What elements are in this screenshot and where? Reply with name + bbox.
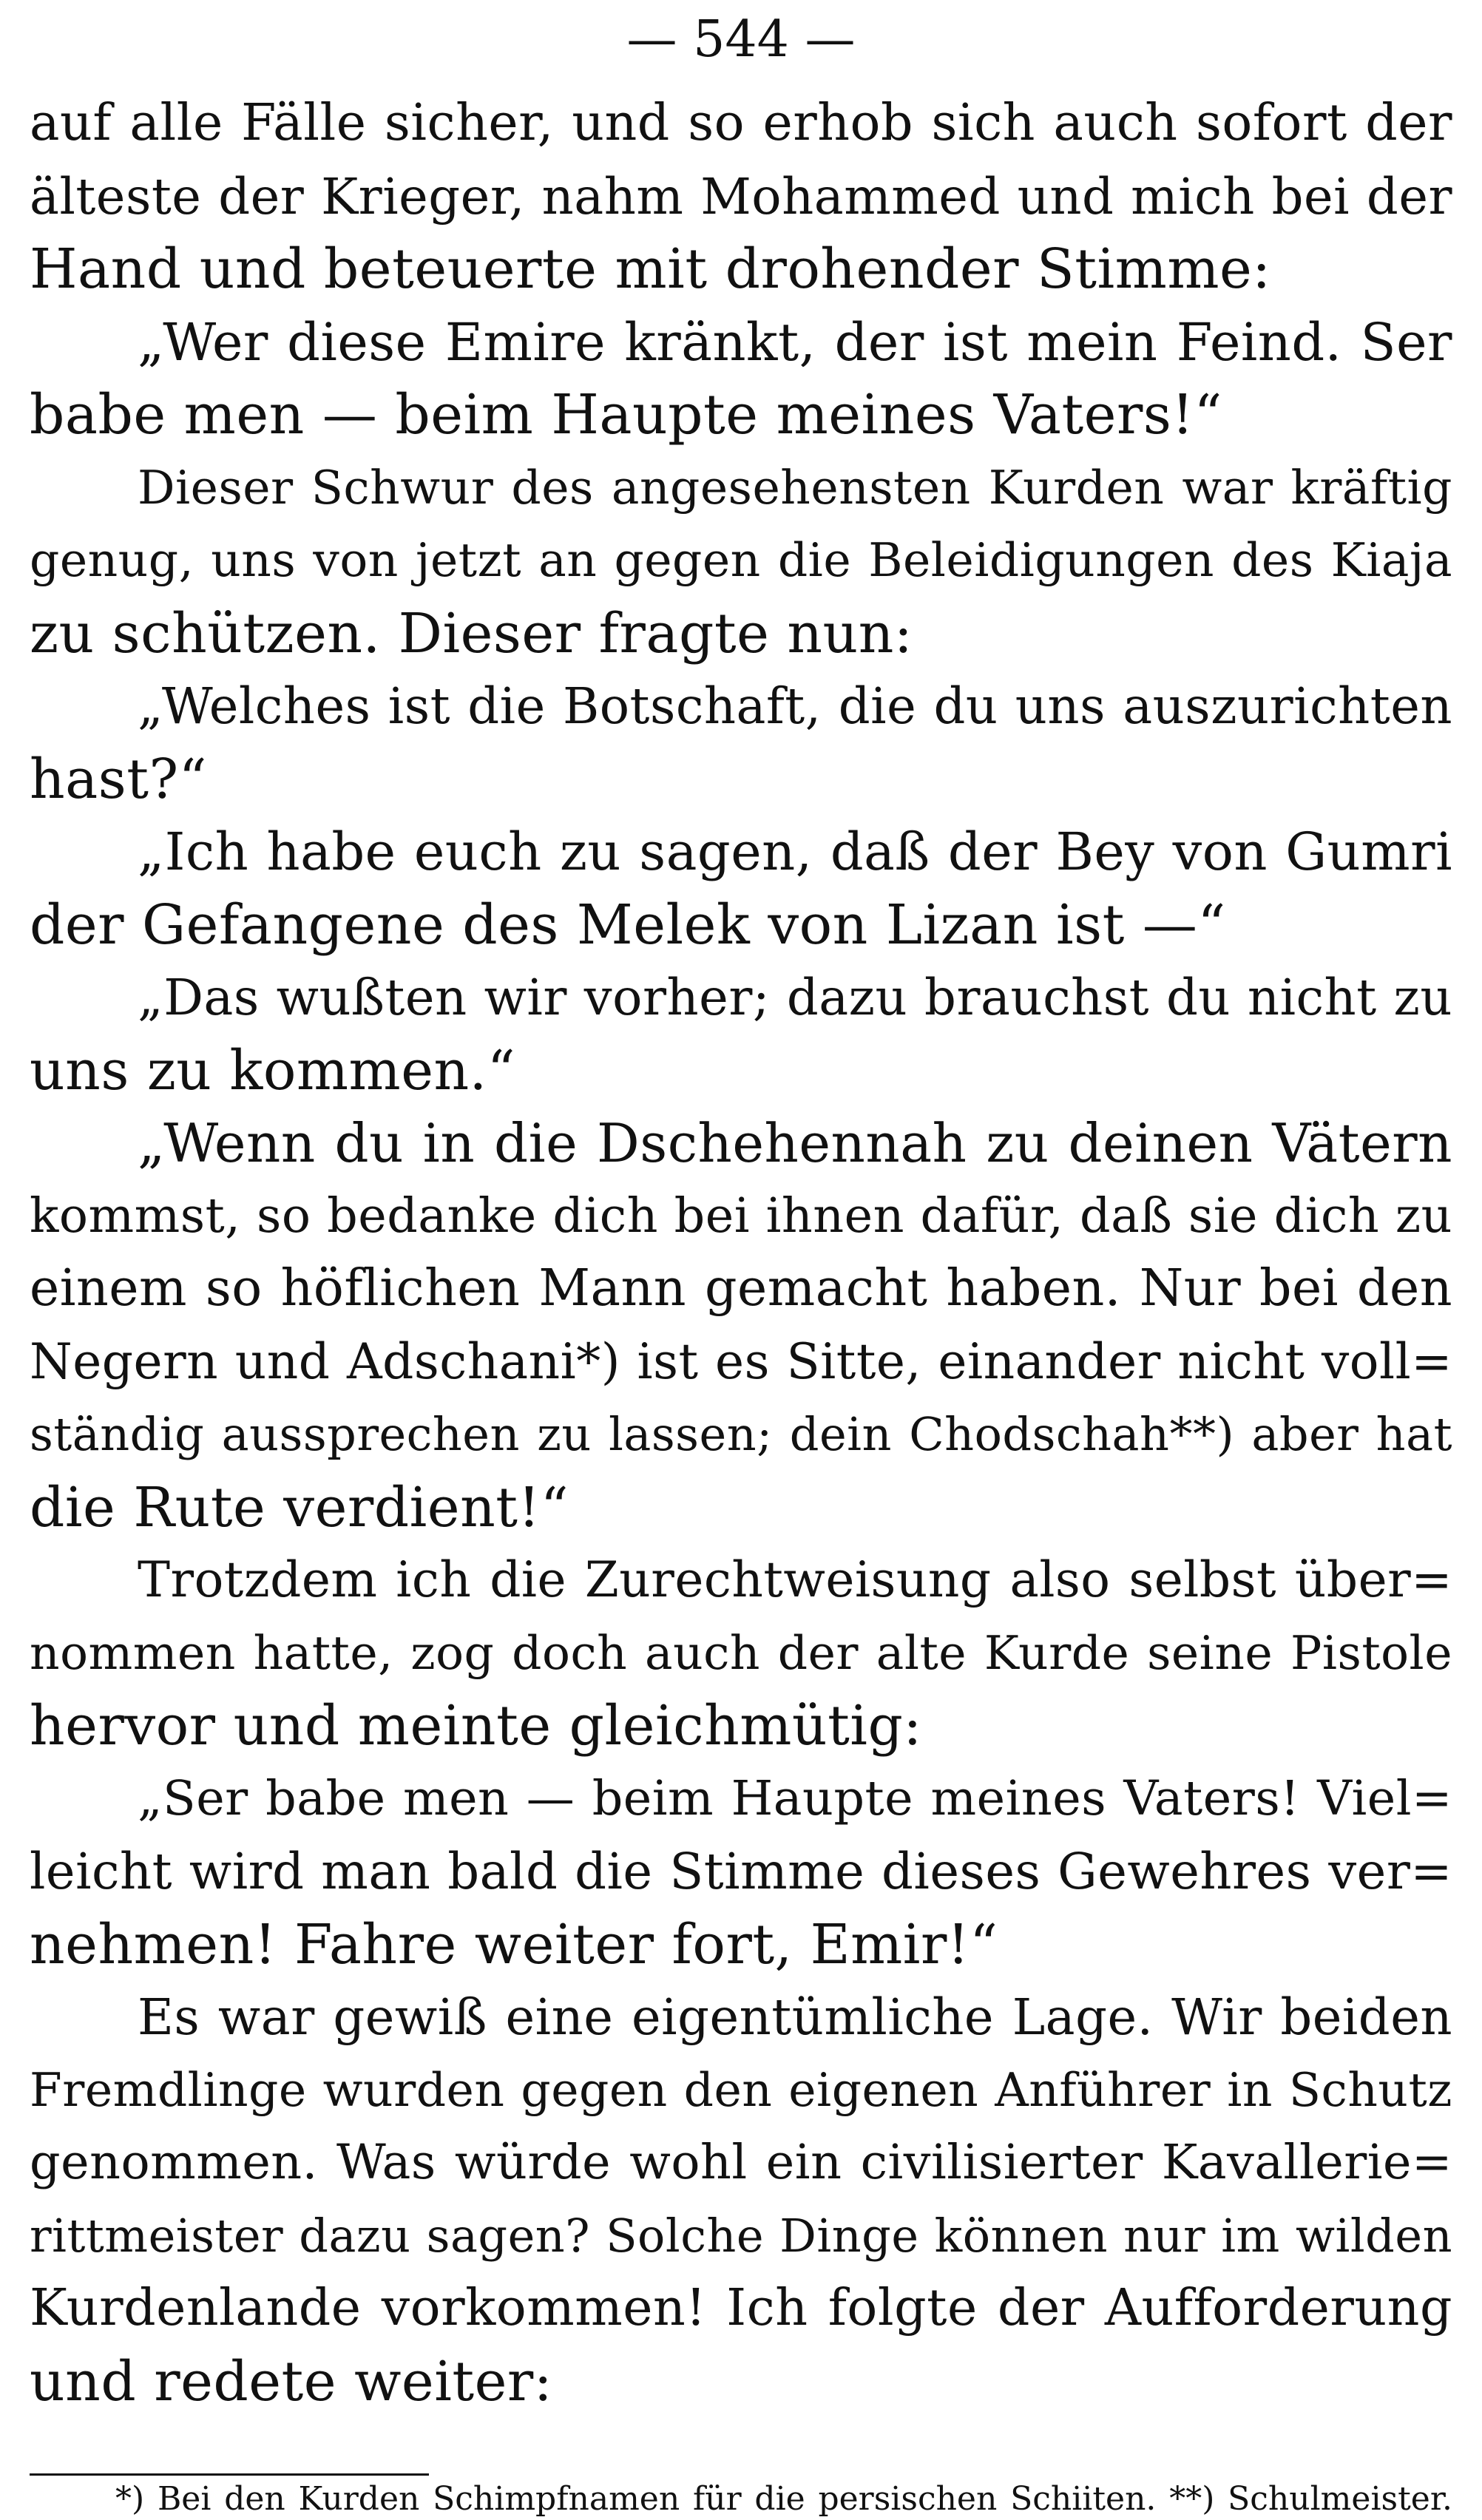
text-line: „Wenn du in die Dschehennah zu deinen Vätern (138, 1112, 1452, 1174)
text-line: Kurdenlande vorkommen! Ich folgte der Aufforderung (30, 2279, 1452, 2337)
text-line: leicht wird man bald die Stimme dieses Gewehres ver= (30, 1843, 1452, 1900)
book-page (30, 0, 1452, 2520)
text-line: nommen hatte, zog doch auch der alte Kurde seine Pistole (30, 1625, 1452, 1680)
text-line: hast?“ (30, 747, 207, 811)
text-line: „Ser babe men — beim Haupte meines Vaters! Viel= (138, 1770, 1452, 1826)
text-line: hervor und meinte gleichmütig: (30, 1694, 922, 1758)
text-line: und redete weiter: (30, 2349, 553, 2414)
text-line: kommst, so bedanke dich bei ihnen dafür, daß sie dich zu (30, 1188, 1452, 1244)
text-line: uns zu kommen.“ (30, 1038, 516, 1102)
footnote-rule (30, 2473, 429, 2476)
text-line: der Gefangene des Melek von Lizan ist —“ (30, 892, 1226, 957)
text-line: nehmen! Fahre weiter fort, Emir!“ (30, 1912, 998, 1977)
text-line: Hand und beteuerte mit drohender Stimme: (30, 237, 1271, 301)
text-line: Trotzdem ich die Zurechtweisung also selbst über= (138, 1551, 1452, 1608)
text-line: „Das wußten wir vorher; dazu brauchst du nicht zu (138, 969, 1452, 1026)
text-line: „Ich habe euch zu sagen, daß der Bey von Gumri (138, 822, 1452, 882)
text-line: Negern und Adschani*) ist es Sitte, einander nicht voll= (30, 1332, 1452, 1390)
text-line: auf alle Fälle sicher, und so erhob sich auch sofort der (30, 94, 1452, 152)
page-number: — 544 — (626, 10, 856, 69)
text-line: ständig aussprechen zu lassen; dein Chodschah**) aber hat (30, 1407, 1452, 1461)
text-line: Es war gewiß eine eigentümliche Lage. Wir beiden (138, 1988, 1452, 2046)
text-line: genug, uns von jetzt an gegen die Beleidigungen des Kiaja (30, 533, 1452, 587)
text-line: Dieser Schwur des angesehensten Kurden war kräftig (138, 460, 1452, 515)
text-line: einem so höflichen Mann gemacht haben. Nur bei den (30, 1259, 1452, 1318)
text-line: genommen. Was würde wohl ein civilisierter Kavallerie= (30, 2135, 1452, 2190)
text-line: „Welches ist die Botschaft, die du uns auszurichten (138, 677, 1452, 735)
text-line: „Wer diese Emire kränkt, der ist mein Feind. Ser (138, 311, 1452, 373)
text-line: zu schützen. Dieser fragte nun: (30, 601, 913, 665)
text-line: Fremdlinge wurden gegen den eigenen Anführer in Schutz (30, 2062, 1452, 2117)
footnote: *) Bei den Kurden Schimpfnamen für die persischen Schiiten. **) Schulmeister. (115, 2480, 1452, 2518)
text-line: älteste der Krieger, nahm Mohammed und mich bei der (30, 167, 1452, 226)
text-line: die Rute verdient!“ (30, 1475, 569, 1540)
text-line: babe men — beim Haupte meines Vaters!“ (30, 383, 1222, 447)
text-line: rittmeister dazu sagen? Solche Dinge können nur im wilden (30, 2208, 1452, 2263)
body-text (30, 87, 1452, 2418)
